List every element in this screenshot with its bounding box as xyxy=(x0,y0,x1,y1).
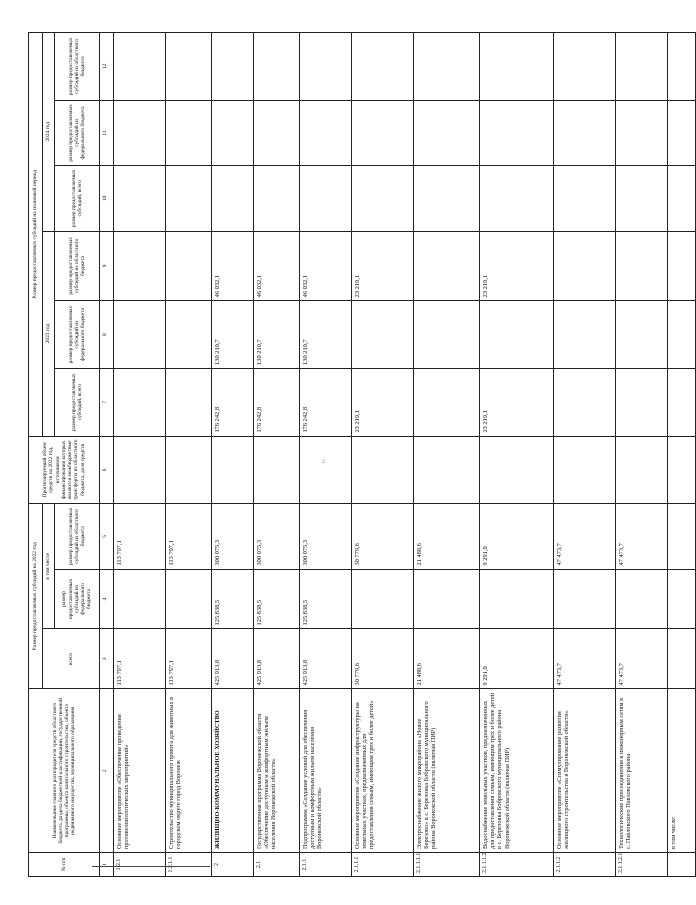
col-number: 6 xyxy=(100,436,114,504)
header-total-2023: размер предоставляемых субсидий, всего xyxy=(55,368,100,436)
row-reg-2022: 9 291,0 xyxy=(480,504,554,569)
row-share xyxy=(554,436,616,504)
table-row xyxy=(254,33,300,877)
row-fed-2024 xyxy=(166,100,212,165)
subsidy-table xyxy=(28,32,696,877)
row-total-2023: 23 219,1 xyxy=(352,368,414,436)
row-fed-2022 xyxy=(480,569,554,629)
row-total-2023 xyxy=(668,368,696,436)
header-total-2022: всего xyxy=(43,629,100,689)
row-reg-2024 xyxy=(352,33,414,101)
row-reg-2023: 23 219,1 xyxy=(480,231,554,301)
row-share xyxy=(668,436,696,504)
row-total-2022: 21 488,6 xyxy=(414,629,480,689)
row-total-2024 xyxy=(114,166,166,231)
header-reg-2023: размер предоставляемых субсидий из областного бюджета xyxy=(55,231,100,301)
table-row xyxy=(668,33,696,877)
row-reg-2023 xyxy=(166,231,212,301)
row-name: ЖИЛИЩНО-КОММУНАЛЬНОЕ ХОЗЯЙСТВО xyxy=(212,689,254,853)
row-fed-2022 xyxy=(166,569,212,629)
row-name: Государственная программа Воронежской области «Обеспечение доступным и комфортным жильем населения Воронежской области» xyxy=(254,689,300,853)
row-fed-2023 xyxy=(352,301,414,369)
row-number: 2.1.1.1.1 xyxy=(414,853,480,877)
row-total-2024 xyxy=(616,166,668,231)
table-row xyxy=(554,33,616,877)
row-fed-2023 xyxy=(554,301,616,369)
header-2022: Размер предоставляемых субсидий на 2022 год xyxy=(29,504,43,689)
row-share xyxy=(480,436,554,504)
row-reg-2023 xyxy=(414,231,480,301)
row-reg-2024 xyxy=(554,33,616,101)
row-share xyxy=(352,436,414,504)
table-row xyxy=(480,33,554,877)
row-reg-2024 xyxy=(616,33,668,101)
row-reg-2022: 113 797,1 xyxy=(166,504,212,569)
row-reg-2022 xyxy=(668,504,696,569)
col-number: 12 xyxy=(100,33,114,101)
header-fed-2023: размер предоставляемых субсидий из федерального бюджета xyxy=(55,301,100,369)
header-share: Прогнозируемый объем средств на 2022 год, источником финансирования которых являются межбюджетные трансферты из областного бюджета, доля средств xyxy=(29,436,100,504)
row-share xyxy=(254,436,300,504)
header-year-2024: 2024 год xyxy=(43,33,55,232)
row-total-2023 xyxy=(414,368,480,436)
col-number: 8 xyxy=(100,301,114,369)
row-fed-2023: 130 210,7 xyxy=(254,301,300,369)
row-fed-2024 xyxy=(480,100,554,165)
table-row xyxy=(616,33,668,877)
row-reg-2024 xyxy=(414,33,480,101)
row-fed-2022 xyxy=(616,569,668,629)
row-reg-2022: 113 797,1 xyxy=(114,504,166,569)
row-share xyxy=(166,436,212,504)
col-number: 7 xyxy=(100,368,114,436)
row-total-2023: 176 242,8 xyxy=(212,368,254,436)
row-reg-2022: 30 779,6 xyxy=(352,504,414,569)
row-reg-2024 xyxy=(668,33,696,101)
row-reg-2024 xyxy=(254,33,300,101)
col-number: 4 xyxy=(100,569,114,629)
row-name: Электроснабжение жилого микрорайона «Новое Березово» в с. Березовка Бобровского муниципального района Воронежской области (включая ПИР) xyxy=(414,689,480,853)
row-fed-2023 xyxy=(114,301,166,369)
row-total-2024 xyxy=(668,166,696,231)
row-total-2024 xyxy=(300,166,352,231)
header-reg-2024: размер предоставляемых субсидий из областного бюджета xyxy=(55,33,100,101)
table-row xyxy=(166,33,212,877)
row-number: 1.2.1 xyxy=(114,853,166,877)
row-share xyxy=(212,436,254,504)
row-reg-2023 xyxy=(114,231,166,301)
row-fed-2024 xyxy=(554,100,616,165)
row-reg-2023: 46 032,1 xyxy=(300,231,352,301)
row-total-2024 xyxy=(212,166,254,231)
table-row xyxy=(414,33,480,877)
row-number: 2.1.1.2 xyxy=(554,853,616,877)
row-reg-2022: 47 473,7 xyxy=(616,504,668,569)
row-reg-2023 xyxy=(554,231,616,301)
row-fed-2023 xyxy=(480,301,554,369)
header-fed-2022: размер предоставляемых субсидий из федерального бюджета xyxy=(55,569,100,629)
row-reg-2024 xyxy=(166,33,212,101)
row-total-2022: 425 913,8 xyxy=(254,629,300,689)
row-fed-2023 xyxy=(414,301,480,369)
row-reg-2023 xyxy=(616,231,668,301)
row-total-2022: 30 779,6 xyxy=(352,629,414,689)
header-number: № п/п xyxy=(29,853,100,877)
row-name: Основное мероприятие «Создание инфраструктуры на земельных участках, предназначенных для предоставления семьям, имеющим трех и более детей» xyxy=(352,689,414,853)
row-share xyxy=(616,436,668,504)
row-total-2023 xyxy=(166,368,212,436)
row-number xyxy=(668,853,696,877)
page-number-mark: 2 xyxy=(322,459,325,465)
col-number: 2 xyxy=(100,689,114,853)
table-row xyxy=(114,33,166,877)
col-number: 1 xyxy=(100,853,114,877)
row-reg-2022: 300 075,3 xyxy=(212,504,254,569)
row-fed-2023 xyxy=(668,301,696,369)
row-fed-2022 xyxy=(114,569,166,629)
row-total-2022: 113 797,1 xyxy=(166,629,212,689)
row-number: 2.1.1.1 xyxy=(352,853,414,877)
header-fed-2024: размер предоставляемых субсидий из федерального бюджета xyxy=(55,100,100,165)
row-reg-2024 xyxy=(480,33,554,101)
row-number: 2.1.1 xyxy=(300,853,352,877)
row-total-2023: 176 242,8 xyxy=(254,368,300,436)
row-total-2022: 113 797,1 xyxy=(114,629,166,689)
row-name: Технологические присоединения к инженерным сетям в с. Павловского Павловского района xyxy=(616,689,668,853)
header-in-that-2022: в том числе xyxy=(43,504,55,629)
row-total-2024 xyxy=(352,166,414,231)
col-number: 3 xyxy=(100,629,114,689)
row-total-2022: 425 913,8 xyxy=(212,629,254,689)
row-share xyxy=(114,436,166,504)
header-total-2024: размер предоставляемых субсидий, всего xyxy=(55,166,100,231)
row-fed-2024 xyxy=(114,100,166,165)
row-fed-2024 xyxy=(212,100,254,165)
row-share xyxy=(414,436,480,504)
row-fed-2024 xyxy=(668,100,696,165)
row-total-2024 xyxy=(166,166,212,231)
row-fed-2022 xyxy=(414,569,480,629)
row-total-2022: 425 913,8 xyxy=(300,629,352,689)
col-number: 10 xyxy=(100,166,114,231)
row-total-2023 xyxy=(616,368,668,436)
row-fed-2024 xyxy=(352,100,414,165)
rotated-document xyxy=(28,32,677,877)
row-fed-2022: 125 838,5 xyxy=(212,569,254,629)
row-fed-2024 xyxy=(616,100,668,165)
row-total-2024 xyxy=(254,166,300,231)
row-fed-2023 xyxy=(616,301,668,369)
row-reg-2023 xyxy=(668,231,696,301)
row-name: Строительство муниципального приюта для животных в городском округе город Воронеж xyxy=(166,689,212,853)
row-reg-2024 xyxy=(212,33,254,101)
row-fed-2022: 125 838,5 xyxy=(300,569,352,629)
row-fed-2022: 125 838,5 xyxy=(254,569,300,629)
row-total-2023 xyxy=(114,368,166,436)
row-total-2022: 9 291,0 xyxy=(480,629,554,689)
row-reg-2022: 21 488,6 xyxy=(414,504,480,569)
row-reg-2023: 46 032,1 xyxy=(212,231,254,301)
row-share xyxy=(300,436,352,504)
col-number: 9 xyxy=(100,231,114,301)
row-name: в том числе: xyxy=(668,689,696,853)
row-name: Основное мероприятие «Стимулирование развития жилищного строительства в Воронежской области» xyxy=(554,689,616,853)
row-fed-2022 xyxy=(352,569,414,629)
row-total-2022 xyxy=(668,629,696,689)
table-body xyxy=(114,33,696,877)
row-reg-2024 xyxy=(114,33,166,101)
row-name: Подпрограмма «Создание условий для обеспечения доступным и комфортным жильем населения Воронежской области» xyxy=(300,689,352,853)
header-year-2023: 2023 год xyxy=(43,231,55,436)
row-number: 2 xyxy=(212,853,254,877)
row-number: 1.2.1.1 xyxy=(166,853,212,877)
row-reg-2022: 300 075,3 xyxy=(254,504,300,569)
table-row xyxy=(212,33,254,877)
table-row xyxy=(352,33,414,877)
table-row xyxy=(300,33,352,877)
row-total-2024 xyxy=(480,166,554,231)
row-reg-2022: 300 075,3 xyxy=(300,504,352,569)
row-fed-2024 xyxy=(414,100,480,165)
row-number: 2.1.1.2.1 xyxy=(616,853,668,877)
row-reg-2024 xyxy=(300,33,352,101)
row-reg-2023: 23 219,1 xyxy=(352,231,414,301)
header-plan-period: Размер предоставляемых субсидий на плановый период xyxy=(29,33,43,437)
col-number: 11 xyxy=(100,100,114,165)
row-number: 2.1 xyxy=(254,853,300,877)
row-total-2024 xyxy=(554,166,616,231)
row-fed-2024 xyxy=(254,100,300,165)
row-fed-2023: 130 210,7 xyxy=(212,301,254,369)
row-total-2022: 47 473,7 xyxy=(616,629,668,689)
row-fed-2023 xyxy=(166,301,212,369)
row-total-2023: 23 219,1 xyxy=(480,368,554,436)
row-total-2024 xyxy=(414,166,480,231)
header-reg-2022: размер предоставляемых субсидий из областного бюджета xyxy=(55,504,100,569)
row-fed-2022 xyxy=(554,569,616,629)
row-reg-2022: 47 473,7 xyxy=(554,504,616,569)
row-reg-2023: 46 032,1 xyxy=(254,231,300,301)
footnote-rule xyxy=(92,866,210,867)
header-name: Наименование главного распорядителя средств областного бюджета, раздела бюджетной классификации, государственной программы, объекта капитального строительства, объекта недвижимого имущества, муниципального образования xyxy=(29,689,100,853)
row-name: Водоснабжение земельных участков, предназначенных для предоставления семьям, имеющим трех и более детей в с. Березовка Бобровского муниципального района Воронежской области (включая ПИР) xyxy=(480,689,554,853)
row-fed-2022 xyxy=(668,569,696,629)
row-total-2022: 47 473,7 xyxy=(554,629,616,689)
row-total-2023: 176 242,8 xyxy=(300,368,352,436)
col-number: 5 xyxy=(100,504,114,569)
row-fed-2024 xyxy=(300,100,352,165)
row-total-2023 xyxy=(554,368,616,436)
row-name: Основное мероприятие «Обеспечение проведения противоэпизоотических мероприятий» xyxy=(114,689,166,853)
row-fed-2023: 130 210,7 xyxy=(300,301,352,369)
row-number: 2.1.1.1.2 xyxy=(480,853,554,877)
